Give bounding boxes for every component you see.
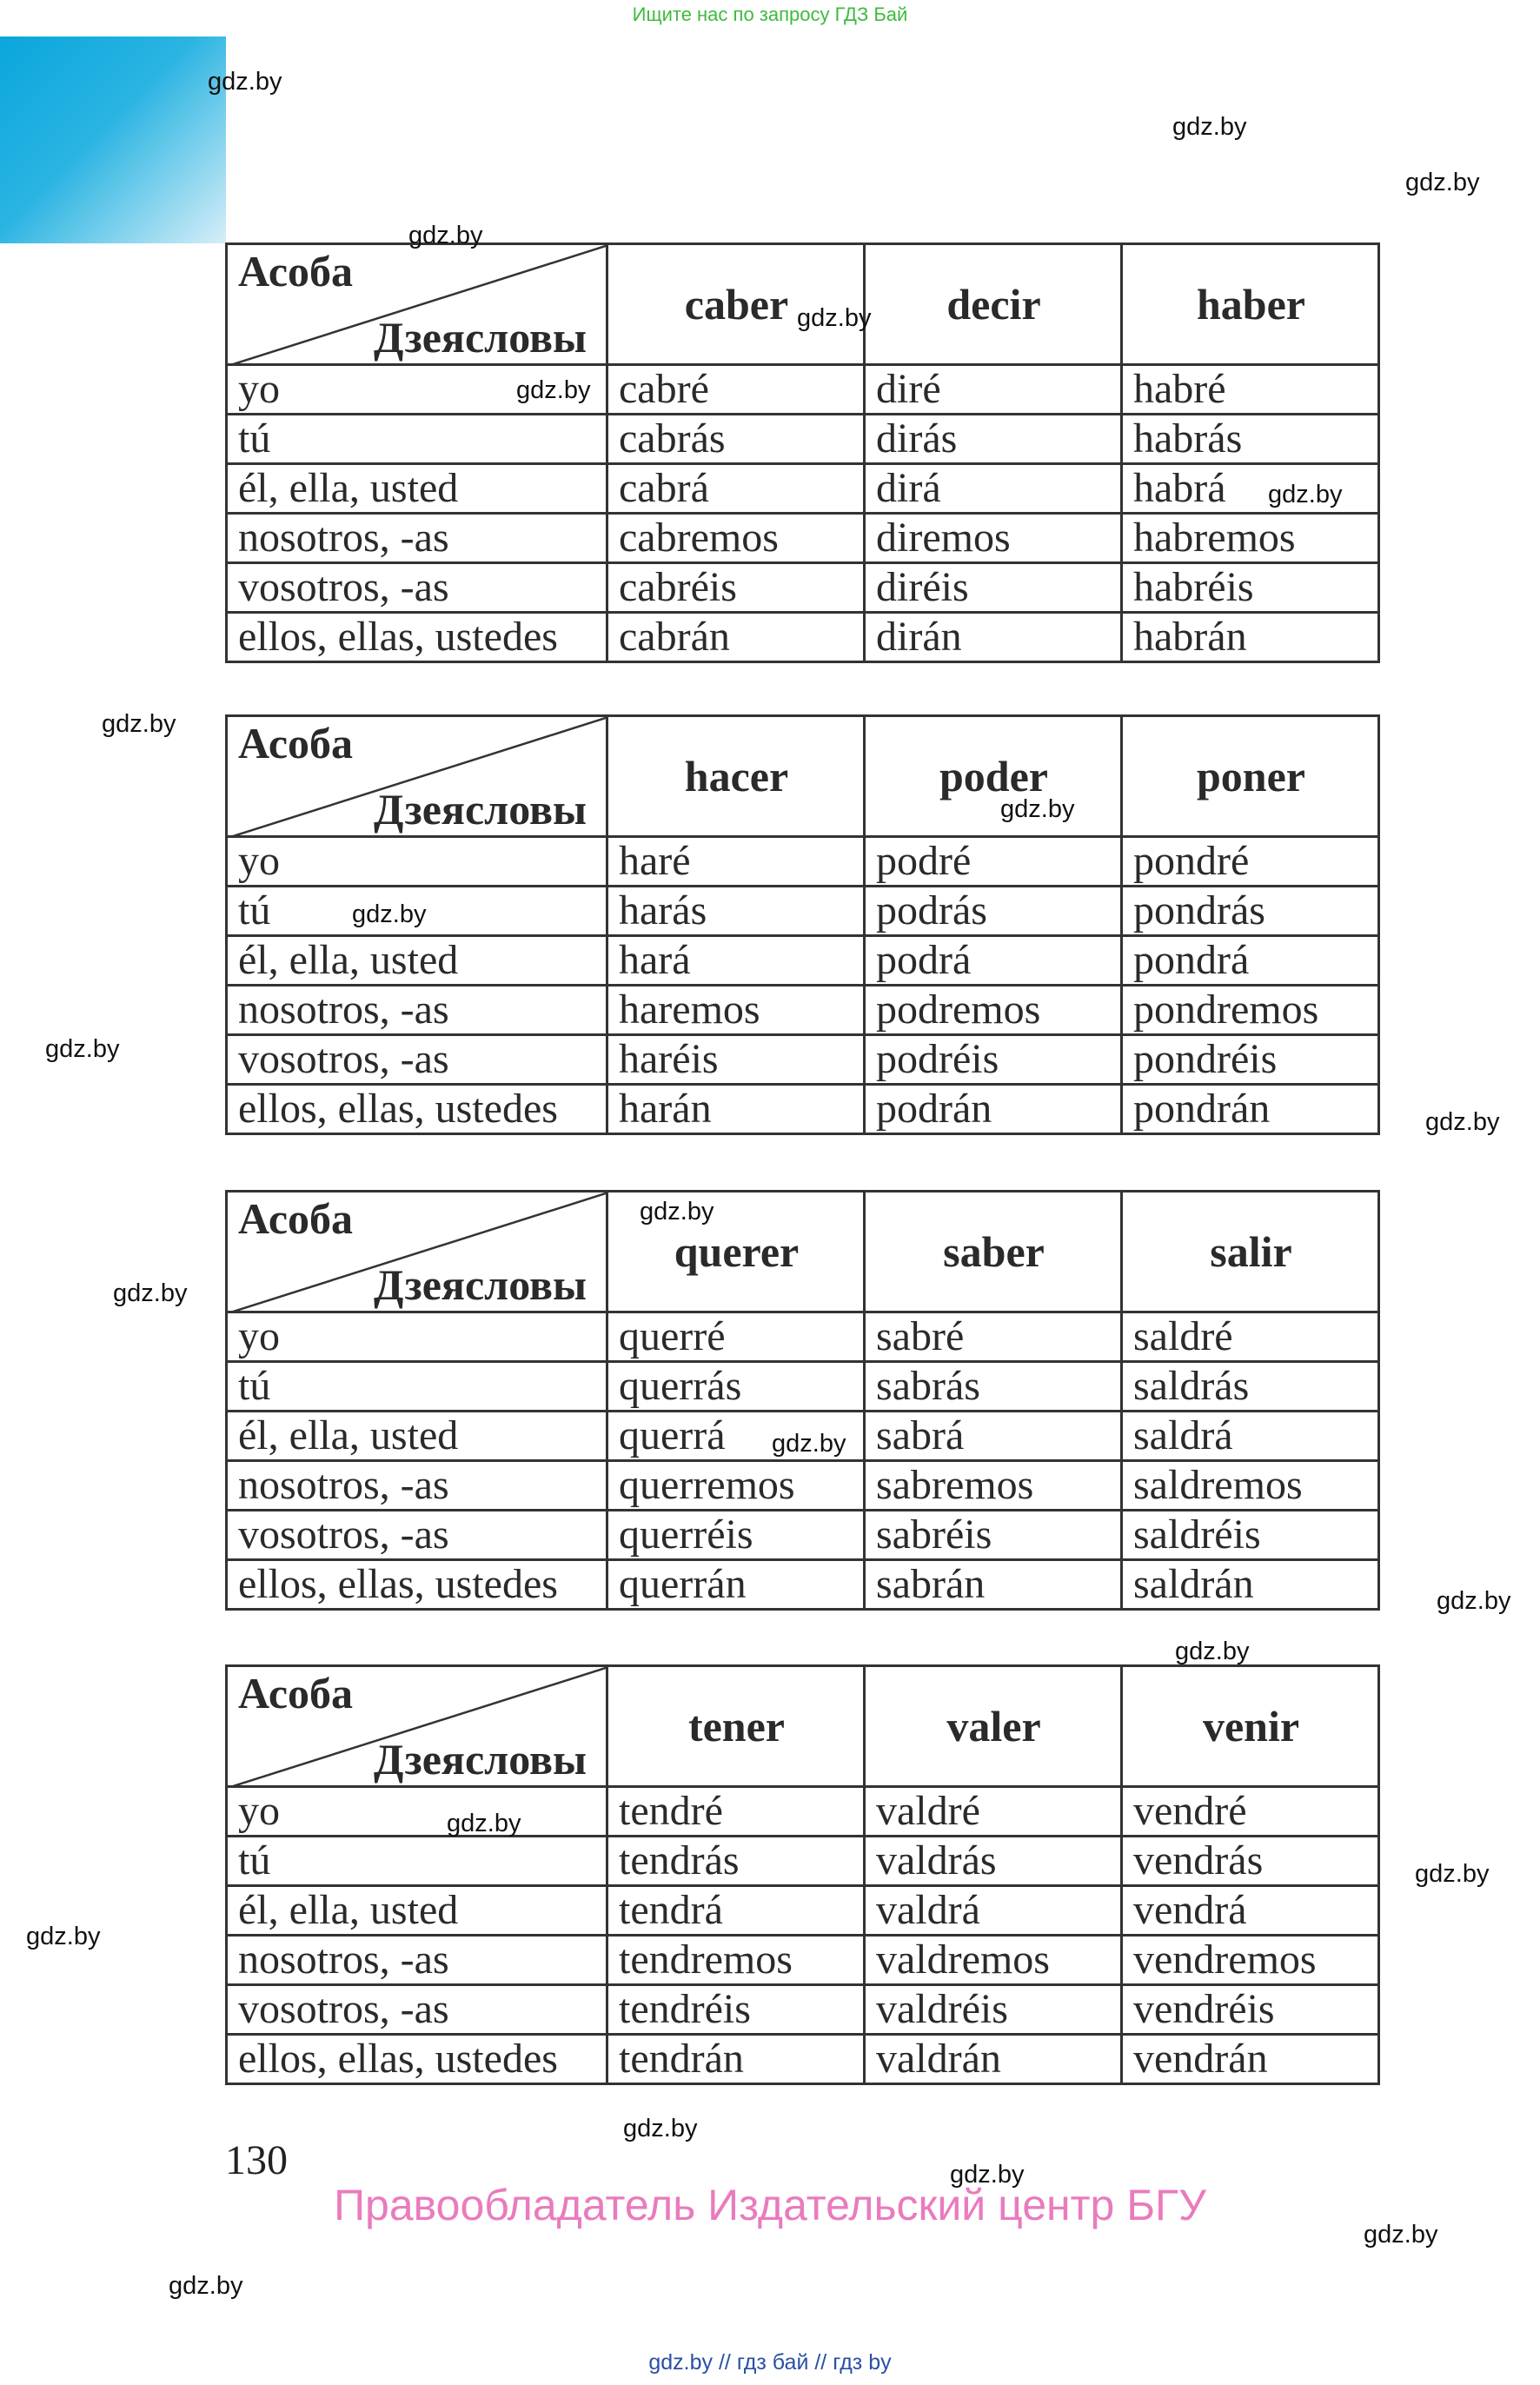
- conjugation-cell: pondréis: [1122, 1035, 1379, 1085]
- conjugation-cell: saldréis: [1122, 1511, 1379, 1560]
- pronoun-cell: yo: [227, 365, 607, 415]
- table-header-row: [227, 716, 1379, 837]
- conjugation-cell: harán: [607, 1085, 865, 1134]
- verb-header-cell: venir: [1122, 1666, 1379, 1787]
- table-row: [227, 1787, 1379, 1837]
- verb-header-cell: decir: [865, 244, 1122, 365]
- table-row: [227, 1312, 1379, 1362]
- page-number: 130: [225, 2137, 288, 2183]
- watermark-text: gdz.by: [1405, 169, 1480, 196]
- watermark-text: gdz.by: [623, 2115, 698, 2143]
- conjugation-cell: vendrás: [1122, 1837, 1379, 1886]
- pronoun-cell: nosotros, -as: [227, 514, 607, 563]
- conjugation-cell: valdrá: [865, 1886, 1122, 1936]
- diagonal-header-cell: [227, 1666, 607, 1787]
- watermark-text: gdz.by: [447, 1810, 521, 1837]
- table-row: [227, 1035, 1379, 1085]
- conjugation-cell: podrá: [865, 936, 1122, 986]
- conjugation-cell: tendrán: [607, 2035, 865, 2084]
- pronoun-cell: nosotros, -as: [227, 1461, 607, 1511]
- pronoun-cell: tú: [227, 887, 607, 936]
- verbs-label: Дзеясловы: [373, 1735, 587, 1784]
- conjugation-cell: tendrá: [607, 1886, 865, 1936]
- table-row: [227, 1837, 1379, 1886]
- table-row: [227, 1085, 1379, 1134]
- watermark-text: gdz.by: [516, 376, 591, 404]
- verb-header-cell: haber: [1122, 244, 1379, 365]
- pronoun-cell: ellos, ellas, ustedes: [227, 1560, 607, 1610]
- pronoun-cell: yo: [227, 1787, 607, 1837]
- verbs-label: Дзеясловы: [373, 1260, 587, 1309]
- table-row: [227, 1936, 1379, 1985]
- conjugation-table: [225, 1190, 1380, 1611]
- conjugation-cell: habrán: [1122, 613, 1379, 662]
- watermark-text: gdz.by: [1172, 113, 1247, 141]
- verb-header-cell: poner: [1122, 716, 1379, 837]
- conjugation-cell: haremos: [607, 986, 865, 1035]
- top-search-note: Ищите нас по запросу ГДЗ Бай: [632, 3, 908, 25]
- pronoun-cell: ellos, ellas, ustedes: [227, 613, 607, 662]
- pronoun-cell: él, ella, usted: [227, 1886, 607, 1936]
- watermark-text: gdz.by: [1437, 1587, 1511, 1615]
- conjugation-cell: cabrá: [607, 464, 865, 514]
- conjugation-cell: podréis: [865, 1035, 1122, 1085]
- watermark-text: gdz.by: [1268, 481, 1343, 508]
- pronoun-cell: vosotros, -as: [227, 563, 607, 613]
- corner-decoration: [0, 37, 226, 243]
- table-row: [227, 365, 1379, 415]
- conjugation-cell: saldré: [1122, 1312, 1379, 1362]
- conjugation-cell: vendré: [1122, 1787, 1379, 1837]
- verb-header-cell: poder: [865, 716, 1122, 837]
- conjugation-cell: cabrán: [607, 613, 865, 662]
- watermark-text: gdz.by: [169, 2272, 243, 2300]
- verb-header-cell: caber: [607, 244, 865, 365]
- pronoun-cell: yo: [227, 1312, 607, 1362]
- diagonal-header-cell: [227, 716, 607, 837]
- conjugation-cell: querrá: [607, 1412, 865, 1461]
- pronoun-cell: nosotros, -as: [227, 1936, 607, 1985]
- conjugation-cell: habrá: [1122, 464, 1379, 514]
- conjugation-cell: pondré: [1122, 837, 1379, 887]
- conjugation-cell: valdréis: [865, 1985, 1122, 2035]
- person-label: Асоба: [238, 1669, 354, 1717]
- conjugation-cell: querré: [607, 1312, 865, 1362]
- verbs-label: Дзеясловы: [373, 785, 587, 834]
- watermark-text: gdz.by: [1175, 1638, 1250, 1665]
- conjugation-cell: dirá: [865, 464, 1122, 514]
- pronoun-cell: vosotros, -as: [227, 1511, 607, 1560]
- watermark-text: gdz.by: [1364, 2221, 1438, 2249]
- pronoun-cell: vosotros, -as: [227, 1035, 607, 1085]
- conjugation-cell: querremos: [607, 1461, 865, 1511]
- table-row: [227, 1560, 1379, 1610]
- person-label: Асоба: [238, 247, 354, 296]
- watermark-text: gdz.by: [208, 68, 282, 96]
- conjugation-cell: diremos: [865, 514, 1122, 563]
- table-header-row: [227, 1666, 1379, 1787]
- conjugation-cell: querréis: [607, 1511, 865, 1560]
- conjugation-cell: pondremos: [1122, 986, 1379, 1035]
- person-label: Асоба: [238, 1194, 354, 1243]
- watermark-text: gdz.by: [113, 1279, 188, 1307]
- watermark-text: gdz.by: [352, 900, 427, 928]
- conjugation-cell: saldrán: [1122, 1560, 1379, 1610]
- copyright-notice: Правообладатель Издательский центр БГУ: [334, 2181, 1206, 2229]
- conjugation-cell: querrán: [607, 1560, 865, 1610]
- watermark-text: gdz.by: [1415, 1860, 1490, 1888]
- table-row: [227, 1511, 1379, 1560]
- verb-header-cell: querer: [607, 1192, 865, 1312]
- table-row: [227, 514, 1379, 563]
- conjugation-cell: habremos: [1122, 514, 1379, 563]
- conjugation-cell: tendré: [607, 1787, 865, 1837]
- conjugation-cell: sabré: [865, 1312, 1122, 1362]
- diagonal-header-cell: [227, 1192, 607, 1312]
- conjugation-cell: pondrán: [1122, 1085, 1379, 1134]
- conjugation-cell: sabréis: [865, 1511, 1122, 1560]
- watermark-text: gdz.by: [640, 1198, 714, 1226]
- table-row: [227, 613, 1379, 662]
- conjugation-cell: vendrá: [1122, 1886, 1379, 1936]
- conjugation-cell: pondrás: [1122, 887, 1379, 936]
- conjugation-cell: hará: [607, 936, 865, 986]
- verb-header-cell: saber: [865, 1192, 1122, 1312]
- conjugation-cell: podré: [865, 837, 1122, 887]
- pronoun-cell: ellos, ellas, ustedes: [227, 2035, 607, 2084]
- conjugation-cell: dirán: [865, 613, 1122, 662]
- pronoun-cell: tú: [227, 415, 607, 464]
- conjugation-cell: vendréis: [1122, 1985, 1379, 2035]
- conjugation-cell: diréis: [865, 563, 1122, 613]
- conjugation-cell: podremos: [865, 986, 1122, 1035]
- table-row: [227, 415, 1379, 464]
- conjugation-cell: dirás: [865, 415, 1122, 464]
- conjugation-cell: vendrán: [1122, 2035, 1379, 2084]
- conjugation-cell: cabrás: [607, 415, 865, 464]
- table-row: [227, 986, 1379, 1035]
- bottom-note: gdz.by // гдз бай // гдз by: [648, 2350, 892, 2375]
- verb-header-cell: valer: [865, 1666, 1122, 1787]
- conjugation-cell: tendrás: [607, 1837, 865, 1886]
- verbs-label: Дзеясловы: [373, 313, 587, 362]
- conjugation-cell: valdrán: [865, 2035, 1122, 2084]
- watermark-text: gdz.by: [772, 1430, 846, 1458]
- watermark-text: gdz.by: [797, 304, 872, 332]
- conjugation-cell: tendréis: [607, 1985, 865, 2035]
- diagonal-header-cell: [227, 244, 607, 365]
- conjugation-cell: sabremos: [865, 1461, 1122, 1511]
- pronoun-cell: él, ella, usted: [227, 936, 607, 986]
- pronoun-cell: él, ella, usted: [227, 464, 607, 514]
- watermark-text: gdz.by: [1425, 1108, 1500, 1136]
- verb-header-cell: salir: [1122, 1192, 1379, 1312]
- conjugation-cell: vendremos: [1122, 1936, 1379, 1985]
- table-row: [227, 464, 1379, 514]
- conjugation-cell: podrán: [865, 1085, 1122, 1134]
- pronoun-cell: yo: [227, 837, 607, 887]
- pronoun-cell: nosotros, -as: [227, 986, 607, 1035]
- conjugation-cell: haré: [607, 837, 865, 887]
- conjugation-cell: sabrá: [865, 1412, 1122, 1461]
- conjugation-cell: harás: [607, 887, 865, 936]
- conjugation-cell: pondrá: [1122, 936, 1379, 986]
- table-row: [227, 1985, 1379, 2035]
- conjugation-cell: sabrán: [865, 1560, 1122, 1610]
- pronoun-cell: tú: [227, 1362, 607, 1412]
- conjugation-cell: cabremos: [607, 514, 865, 563]
- conjugation-cell: habréis: [1122, 563, 1379, 613]
- watermark-text: gdz.by: [102, 710, 176, 738]
- conjugation-table: [225, 1664, 1380, 2085]
- table-row: [227, 936, 1379, 986]
- pronoun-cell: él, ella, usted: [227, 1412, 607, 1461]
- conjugation-cell: saldrá: [1122, 1412, 1379, 1461]
- conjugation-cell: cabréis: [607, 563, 865, 613]
- conjugation-cell: valdrás: [865, 1837, 1122, 1886]
- pronoun-cell: tú: [227, 1837, 607, 1886]
- watermark-text: gdz.by: [950, 2161, 1025, 2189]
- table-row: [227, 1886, 1379, 1936]
- watermark-text: gdz.by: [1000, 795, 1075, 823]
- conjugation-cell: valdremos: [865, 1936, 1122, 1985]
- table-header-row: [227, 1192, 1379, 1312]
- conjugation-cell: haréis: [607, 1035, 865, 1085]
- verb-header-cell: tener: [607, 1666, 865, 1787]
- conjugation-cell: cabré: [607, 365, 865, 415]
- watermark-text: gdz.by: [408, 222, 483, 249]
- conjugation-cell: saldrás: [1122, 1362, 1379, 1412]
- conjugation-cell: habré: [1122, 365, 1379, 415]
- person-label: Асоба: [238, 719, 354, 767]
- conjugation-cell: habrás: [1122, 415, 1379, 464]
- verb-header-cell: hacer: [607, 716, 865, 837]
- pronoun-cell: vosotros, -as: [227, 1985, 607, 2035]
- conjugation-cell: valdré: [865, 1787, 1122, 1837]
- conjugation-cell: tendremos: [607, 1936, 865, 1985]
- table-row: [227, 837, 1379, 887]
- table-row: [227, 2035, 1379, 2084]
- conjugation-cell: podrás: [865, 887, 1122, 936]
- table-row: [227, 563, 1379, 613]
- conjugation-cell: diré: [865, 365, 1122, 415]
- watermark-text: gdz.by: [26, 1923, 101, 1950]
- conjugation-cell: saldremos: [1122, 1461, 1379, 1511]
- table-row: [227, 1461, 1379, 1511]
- conjugation-cell: sabrás: [865, 1362, 1122, 1412]
- conjugation-cell: querrás: [607, 1362, 865, 1412]
- watermark-text: gdz.by: [45, 1035, 120, 1063]
- table-row: [227, 1362, 1379, 1412]
- pronoun-cell: ellos, ellas, ustedes: [227, 1085, 607, 1134]
